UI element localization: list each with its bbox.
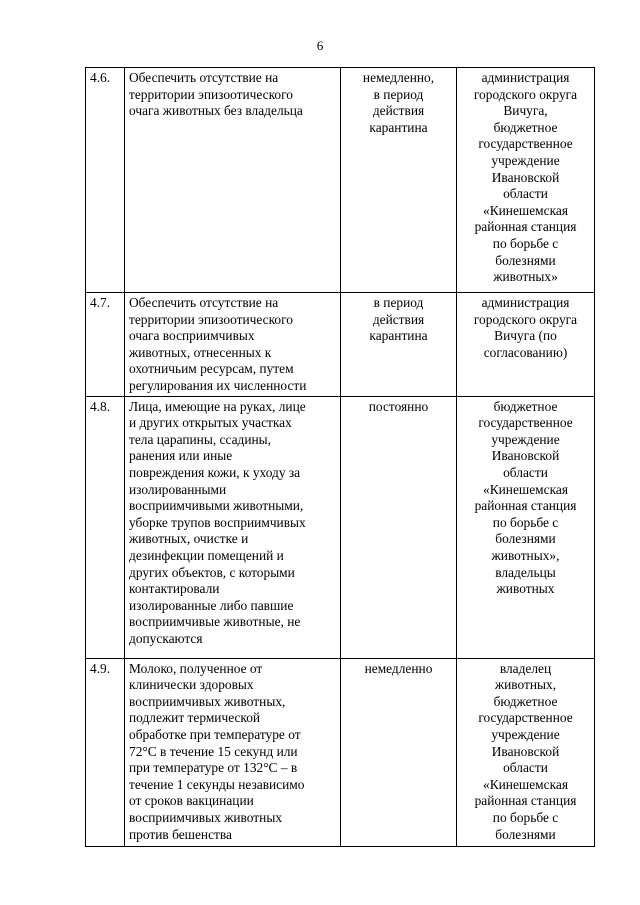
deadline-text-line: действия [372, 311, 425, 327]
deadline-text-line: постоянно [368, 398, 429, 414]
responsible-text-line: по борьбе с [492, 809, 559, 825]
responsible-text-line: животных, [494, 677, 557, 693]
responsible-text-line: Ивановской [491, 743, 560, 759]
measure-text-line: обработке при температуре от [129, 726, 301, 742]
responsible-text-line: городского округа [473, 86, 578, 102]
responsible-text-cell [457, 658, 595, 846]
measure-text-line: животных, отнесенных к [129, 344, 272, 360]
responsible-text-cell [457, 396, 595, 658]
responsible-text-cell [457, 293, 595, 397]
deadline-text-line: действия [372, 103, 425, 119]
measure-text-line: очага восприимчивых [129, 328, 255, 344]
measure-text-line: тела царапины, ссадины, [129, 431, 272, 447]
responsible-text-line: учреждение [491, 726, 560, 742]
responsible-text-line: районная станция [474, 793, 577, 809]
deadline-text-cell [341, 293, 457, 397]
measure-text-line: допускаются [129, 630, 203, 646]
measure-text-line: охотничьим ресурсам, путем [129, 361, 294, 377]
responsible-text-line: владельцы [495, 564, 556, 580]
measure-text-line: от сроков вакцинации [129, 793, 254, 809]
measure-text-line: территории эпизоотического [129, 311, 293, 327]
measure-text-line: дезинфекции помещений и [129, 547, 284, 563]
deadline-text-line: немедленно [364, 660, 433, 676]
responsible-text-line: по борьбе с [492, 514, 559, 530]
item-number: 4.6. [86, 68, 125, 293]
responsible-text-line: животных», [491, 547, 560, 563]
deadline-text-line: карантина [369, 119, 428, 135]
measure-text-line: восприимчивых животных, [129, 693, 286, 709]
measure-text-line: изолированными [129, 481, 227, 497]
measure-text-line: очага животных без владельца [129, 103, 303, 119]
measure-text-line: восприимчивых животных [129, 809, 283, 825]
measure-text-cell [125, 396, 341, 658]
deadline-text-line: немедленно, [362, 70, 435, 85]
measure-text-line: изолированные либо павшие [129, 597, 294, 613]
responsible-text-cell [457, 68, 595, 293]
measure-text-line: Обеспечить отсутствие на [129, 295, 279, 310]
responsible-text-line: области [503, 464, 548, 480]
measure-text-line: восприимчивыми животными, [129, 498, 304, 514]
item-number: 4.8. [86, 396, 125, 658]
responsible-text-line: администрация [481, 295, 570, 310]
measure-text-line: против бешенства [129, 826, 232, 842]
responsible-text-line: согласованию) [483, 344, 568, 360]
item-number: 4.9. [86, 658, 125, 846]
responsible-text-line: Вичуга, [503, 103, 548, 119]
responsible-text-line: владелец [499, 660, 552, 676]
responsible-text-line: животных» [493, 269, 558, 285]
measure-text-line: Молоко, полученное от [129, 660, 263, 676]
measure-text-line: уборке трупов восприимчивых [129, 514, 306, 530]
responsible-text-line: государственное [478, 710, 573, 726]
responsible-text-line: бюджетное [493, 119, 558, 135]
responsible-text-line: области [503, 760, 548, 776]
measure-text-line: 72°С в течение 15 секунд или [129, 743, 298, 759]
deadline-text-line: в период [373, 295, 424, 310]
measure-text-cell [125, 68, 341, 293]
measure-text-line: контактировали [129, 581, 220, 597]
page-number: 6 [316, 38, 324, 53]
responsible-text-line: администрация [481, 70, 570, 85]
measure-text-line: повреждения кожи, к уходу за [129, 464, 301, 480]
measure-text-line: ранения или иные [129, 448, 233, 464]
responsible-text-line: государственное [478, 415, 573, 431]
table-row [86, 396, 595, 658]
measure-text-line: и других открытых участках [129, 415, 292, 431]
responsible-text-line: Ивановской [491, 169, 560, 185]
responsible-text-line: «Кинешемская [483, 776, 568, 792]
table-row [86, 68, 595, 293]
responsible-text-line: городского округа [473, 311, 578, 327]
responsible-text-line: болезнями [495, 826, 556, 842]
deadline-text-cell [341, 68, 457, 293]
responsible-text-line: Вичуга (по [494, 328, 557, 344]
table-row [86, 293, 595, 397]
responsible-text-line: области [503, 186, 548, 202]
responsible-text-line: «Кинешемская [483, 202, 568, 218]
responsible-text-line: болезнями [495, 531, 556, 547]
measure-text-cell [125, 293, 341, 397]
measure-text-line: других объектов, с которыми [129, 564, 295, 580]
measure-text-line: течение 1 секунды независимо [129, 776, 305, 792]
responsible-text-line: по борьбе с [492, 235, 559, 251]
responsible-text-line: районная станция [474, 498, 577, 514]
deadline-text-line: в период [373, 86, 424, 102]
responsible-text-line: бюджетное [493, 398, 558, 414]
measure-text-line: подлежит термической [129, 710, 261, 726]
measure-text-cell [125, 658, 341, 846]
measures-table [85, 67, 595, 847]
responsible-text-line: Ивановской [491, 448, 560, 464]
responsible-text-line: животных [496, 581, 555, 597]
responsible-text-line: учреждение [491, 431, 560, 447]
table-row [86, 658, 595, 846]
responsible-text-line: бюджетное [493, 693, 558, 709]
measure-text-line: клинически здоровых [129, 677, 254, 693]
deadline-text-cell [341, 396, 457, 658]
responsible-text-line: государственное [478, 136, 573, 152]
measure-text-line: Обеспечить отсутствие на [129, 70, 279, 85]
measure-text-line: восприимчивые животные, не [129, 614, 301, 630]
item-number: 4.7. [86, 293, 125, 397]
responsible-text-line: районная станция [474, 219, 577, 235]
deadline-text-cell [341, 658, 457, 846]
deadline-text-line: карантина [369, 328, 428, 344]
measure-text-line: регулирования их численности [129, 377, 307, 393]
measure-text-line: животных, очистке и [129, 531, 249, 547]
responsible-text-line: учреждение [491, 152, 560, 168]
measures-table-body [86, 68, 595, 847]
responsible-text-line: «Кинешемская [483, 481, 568, 497]
responsible-text-line: болезнями [495, 252, 556, 268]
measure-text-line: территории эпизоотического [129, 86, 293, 102]
measure-text-line: при температуре от 132°С – в [129, 760, 298, 776]
measure-text-line: Лица, имеющие на руках, лице [129, 398, 306, 414]
